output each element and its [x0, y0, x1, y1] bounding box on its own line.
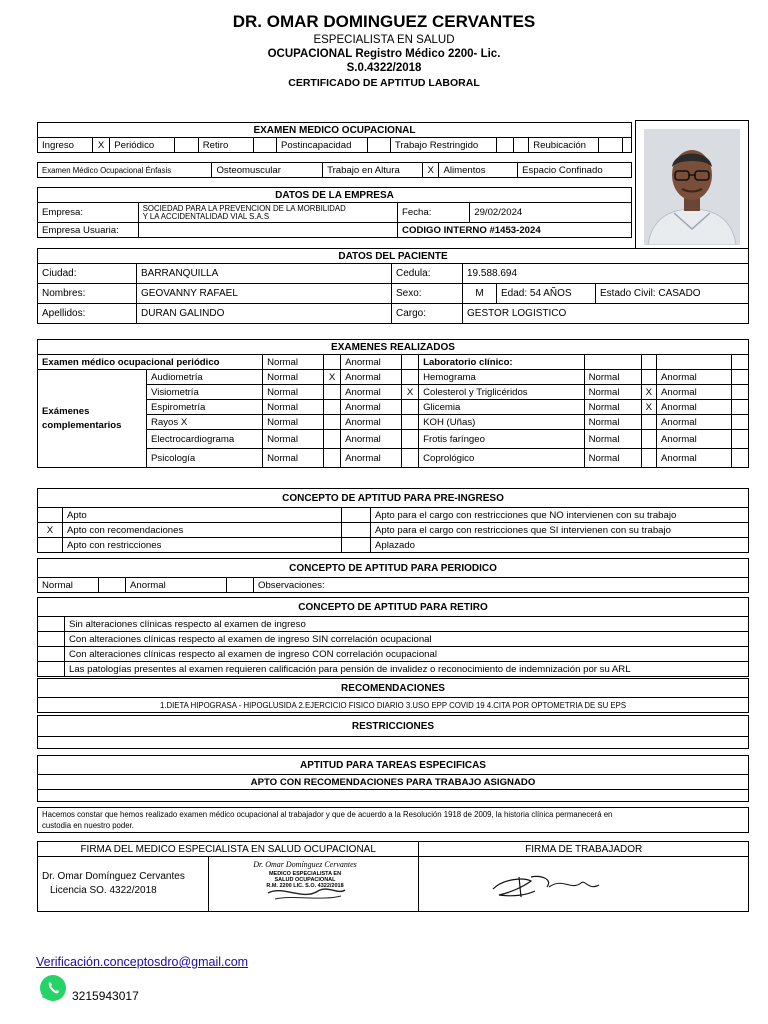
restricciones-table: RESTRICCIONES	[37, 715, 749, 749]
verification-email-link[interactable]: Verificación.conceptosdro@gmail.com	[36, 955, 249, 969]
doctor-credentials: ESPECIALISTA EN SALUD OCUPACIONAL Registro Médico 2200- Lic. S.0.4322/2018	[267, 34, 501, 74]
phone-number: 3215943017	[72, 989, 139, 1003]
worker-signature	[419, 857, 749, 912]
svg-text:MEDICO ESPECIALISTA EN: MEDICO ESPECIALISTA EN	[268, 871, 342, 877]
patient-table: DATOS DEL PACIENTE Ciudad: BARRANQUILLA Cedula: 19.588.694 Nombres: GEOVANNY RAFAEL Sexo: M Edad: 54 AÑOS Estado Civil: CASADO Apellidos: DURAN GALINDO Cargo: GESTOR LOGISTICO	[37, 248, 749, 324]
constancia-table: Hacemos constar que hemos realizado examen médico ocupacional al trabajador y que de acuerdo a la Resolución 1918 de 2009, la historia clínica permanecerá en custodia en nuestro poder.	[37, 807, 749, 833]
preingreso-table: CONCEPTO DE APTITUD PARA PRE-INGRESO Apto Apto para el cargo con restricciones que NO intervienen con su trabajo X Apto con recomendaciones Apto para el cargo con restricciones que SI intervienen con su trabajo Apto con restricciones Aplazado	[37, 488, 749, 553]
worker-signature-image	[423, 857, 743, 907]
periodico-table: CONCEPTO DE APTITUD PARA PERIODICO Normal Anormal Observaciones:	[37, 558, 749, 593]
tareas-table: APTITUD PARA TAREAS ESPECIFICAS APTO CON RECOMENDACIONES PARA TRABAJO ASIGNADO	[37, 755, 749, 802]
patient-photo	[635, 120, 749, 252]
exams-table: EXAMENES REALIZADOS Examen médico ocupacional periódico Normal Anormal Laboratorio clínico: Exámenes complementarios Audiometría Normal X Anormal Hemograma Normal Anormal Visiometría Normal Anormal X Colesterol y Triglicéridos Normal X Anormal Espirometría Normal Anormal Glicemia Normal X Anormal Rayos X Normal Anormal KOH (Uñas) Normal Anormal Electrocardiograma Normal Anormal Frotis faríngeo Normal Anormal Psicología Normal Anormal Coprológico Normal Anormal	[37, 339, 749, 468]
exam-focus-table: Examen Médico Ocupacional Énfasis Osteomuscular Trabajo en Altura X Alimentos Espacio Confinado	[37, 162, 632, 178]
signatures-table: FIRMA DEL MEDICO ESPECIALISTA EN SALUD OCUPACIONAL FIRMA DE TRABAJADOR Dr. Omar Domínguez Cervantes Licencia SO. 4322/2018 Dr. Omar Domínguez Cervantes MEDICO ESPECIALISTA EN SALUD OCUPACIONAL R.M. 2200 LIC. S.O. 4322/2018	[37, 841, 749, 912]
doctor-stamp-image	[213, 857, 393, 907]
company-table: DATOS DE LA EMPRESA Empresa: SOCIEDAD PARA LA PREVENCION DE LA MORBILIDAD Y LA ACCIDENTALIDAD VIAL S.A.S Fecha: 29/02/2024 Empresa Usuaria: CODIGO INTERNO #1453-2024	[37, 187, 632, 238]
patient-photo-image	[644, 129, 740, 245]
doctor-stamp	[209, 857, 419, 912]
doctor-name: DR. OMAR DOMINGUEZ CERVANTES	[232, 12, 536, 31]
whatsapp-icon	[38, 973, 68, 1008]
doctor-license: Licencia SO. 4322/2018	[50, 885, 157, 896]
svg-text:R.M. 2200 LIC. S.O. 4322/2018: R.M. 2200 LIC. S.O. 4322/2018	[266, 883, 344, 889]
svg-text:SALUD OCUPACIONAL: SALUD OCUPACIONAL	[274, 877, 336, 883]
exam-type-table: EXAMEN MEDICO OCUPACIONAL Ingreso X Periódico Retiro Postincapacidad Trabajo Restringido Reubicación	[37, 122, 632, 153]
svg-text:Dr. Omar Domínguez Cervantes: Dr. Omar Domínguez Cervantes	[253, 860, 357, 869]
retiro-table: CONCEPTO DE APTITUD PARA RETIRO Sin alteraciones clínicas respecto al examen de ingreso Con alteraciones clínicas respecto al examen de ingreso SIN correlación ocupacional Con alteraciones clínicas respecto al examen de ingreso CON correlación ocupacional Las patologías presentes al examen requieren calificación para pensión de invalidez o reconocimiento de indemnización por su ARL	[37, 597, 749, 677]
recomendaciones-table: RECOMENDACIONES 1.DIETA HIPOGRASA - HIPOGLUSIDA 2.EJERCICIO FISICO DIARIO 3.USO EPP COVID 19 4.CITA POR OPTOMETRIA DE SU EPS	[37, 678, 749, 713]
doctor-signature-name: Dr. Omar Domínguez Cervantes	[42, 871, 185, 882]
certificate-title: CERTIFICADO DE APTITUD LABORAL	[288, 77, 480, 89]
